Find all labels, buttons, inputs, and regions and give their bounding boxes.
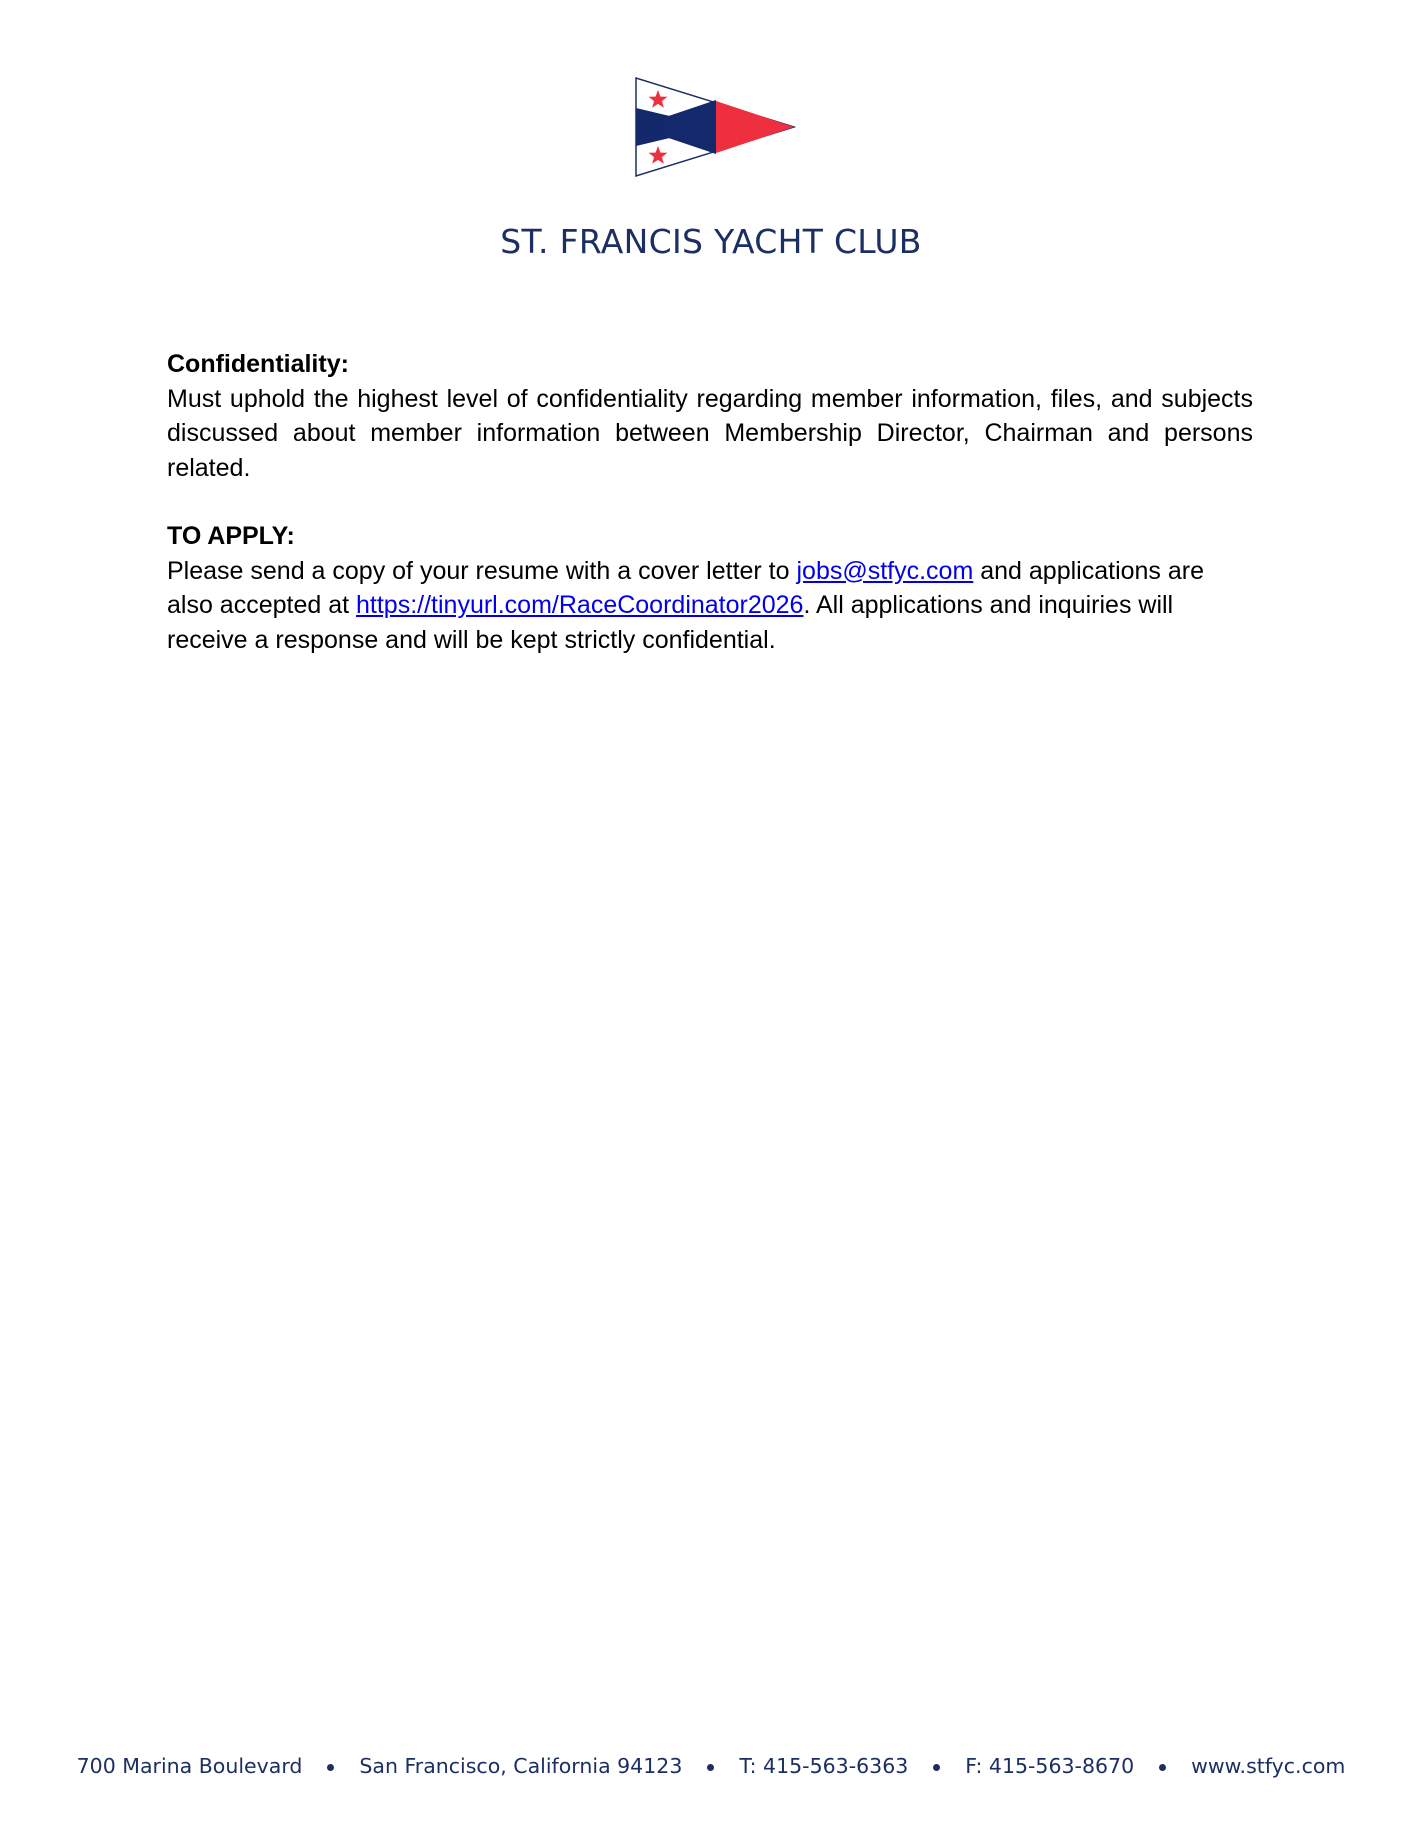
confidentiality-section (167, 347, 1253, 485)
bullet-separator-icon (327, 1764, 334, 1771)
paragraph-text: . All applications and inquiries will receive a response and will be kept strictly confidential. (167, 591, 1174, 654)
to-apply-section (167, 519, 1253, 657)
burgee-flag-icon (634, 76, 796, 178)
bullet-separator-icon (933, 1764, 940, 1771)
section-heading: Confidentiality: (167, 350, 349, 378)
section-paragraph (167, 554, 1253, 658)
document-body (167, 347, 1253, 657)
footer-address: 700 Marina Boulevard (76, 1754, 303, 1778)
paragraph-text: and applications are also accepted at (167, 556, 1205, 619)
footer (0, 1754, 1422, 1778)
section-heading: TO APPLY: (167, 522, 295, 550)
footer-city: San Francisco, California 94123 (359, 1754, 683, 1778)
footer-website: www.stfyc.com (1191, 1754, 1346, 1778)
email-link[interactable]: jobs@stfyc.com (796, 556, 974, 585)
application-url-link[interactable]: https://tinyurl.com/RaceCoordinator2026 (356, 591, 804, 619)
bullet-separator-icon (1159, 1764, 1166, 1771)
footer-fax: F: 415-563-8670 (965, 1754, 1135, 1778)
paragraph-text: Please send a copy of your resume with a cover letter to (167, 556, 797, 585)
section-paragraph: Must uphold the highest level of confidentiality regarding member information, files, and subjects discussed about member information between Membership Director, Chairman and persons related. (167, 384, 1253, 482)
bullet-separator-icon (707, 1764, 714, 1771)
club-name-heading: ST. FRANCIS YACHT CLUB (500, 222, 922, 261)
footer-phone: T: 415-563-6363 (739, 1754, 909, 1778)
